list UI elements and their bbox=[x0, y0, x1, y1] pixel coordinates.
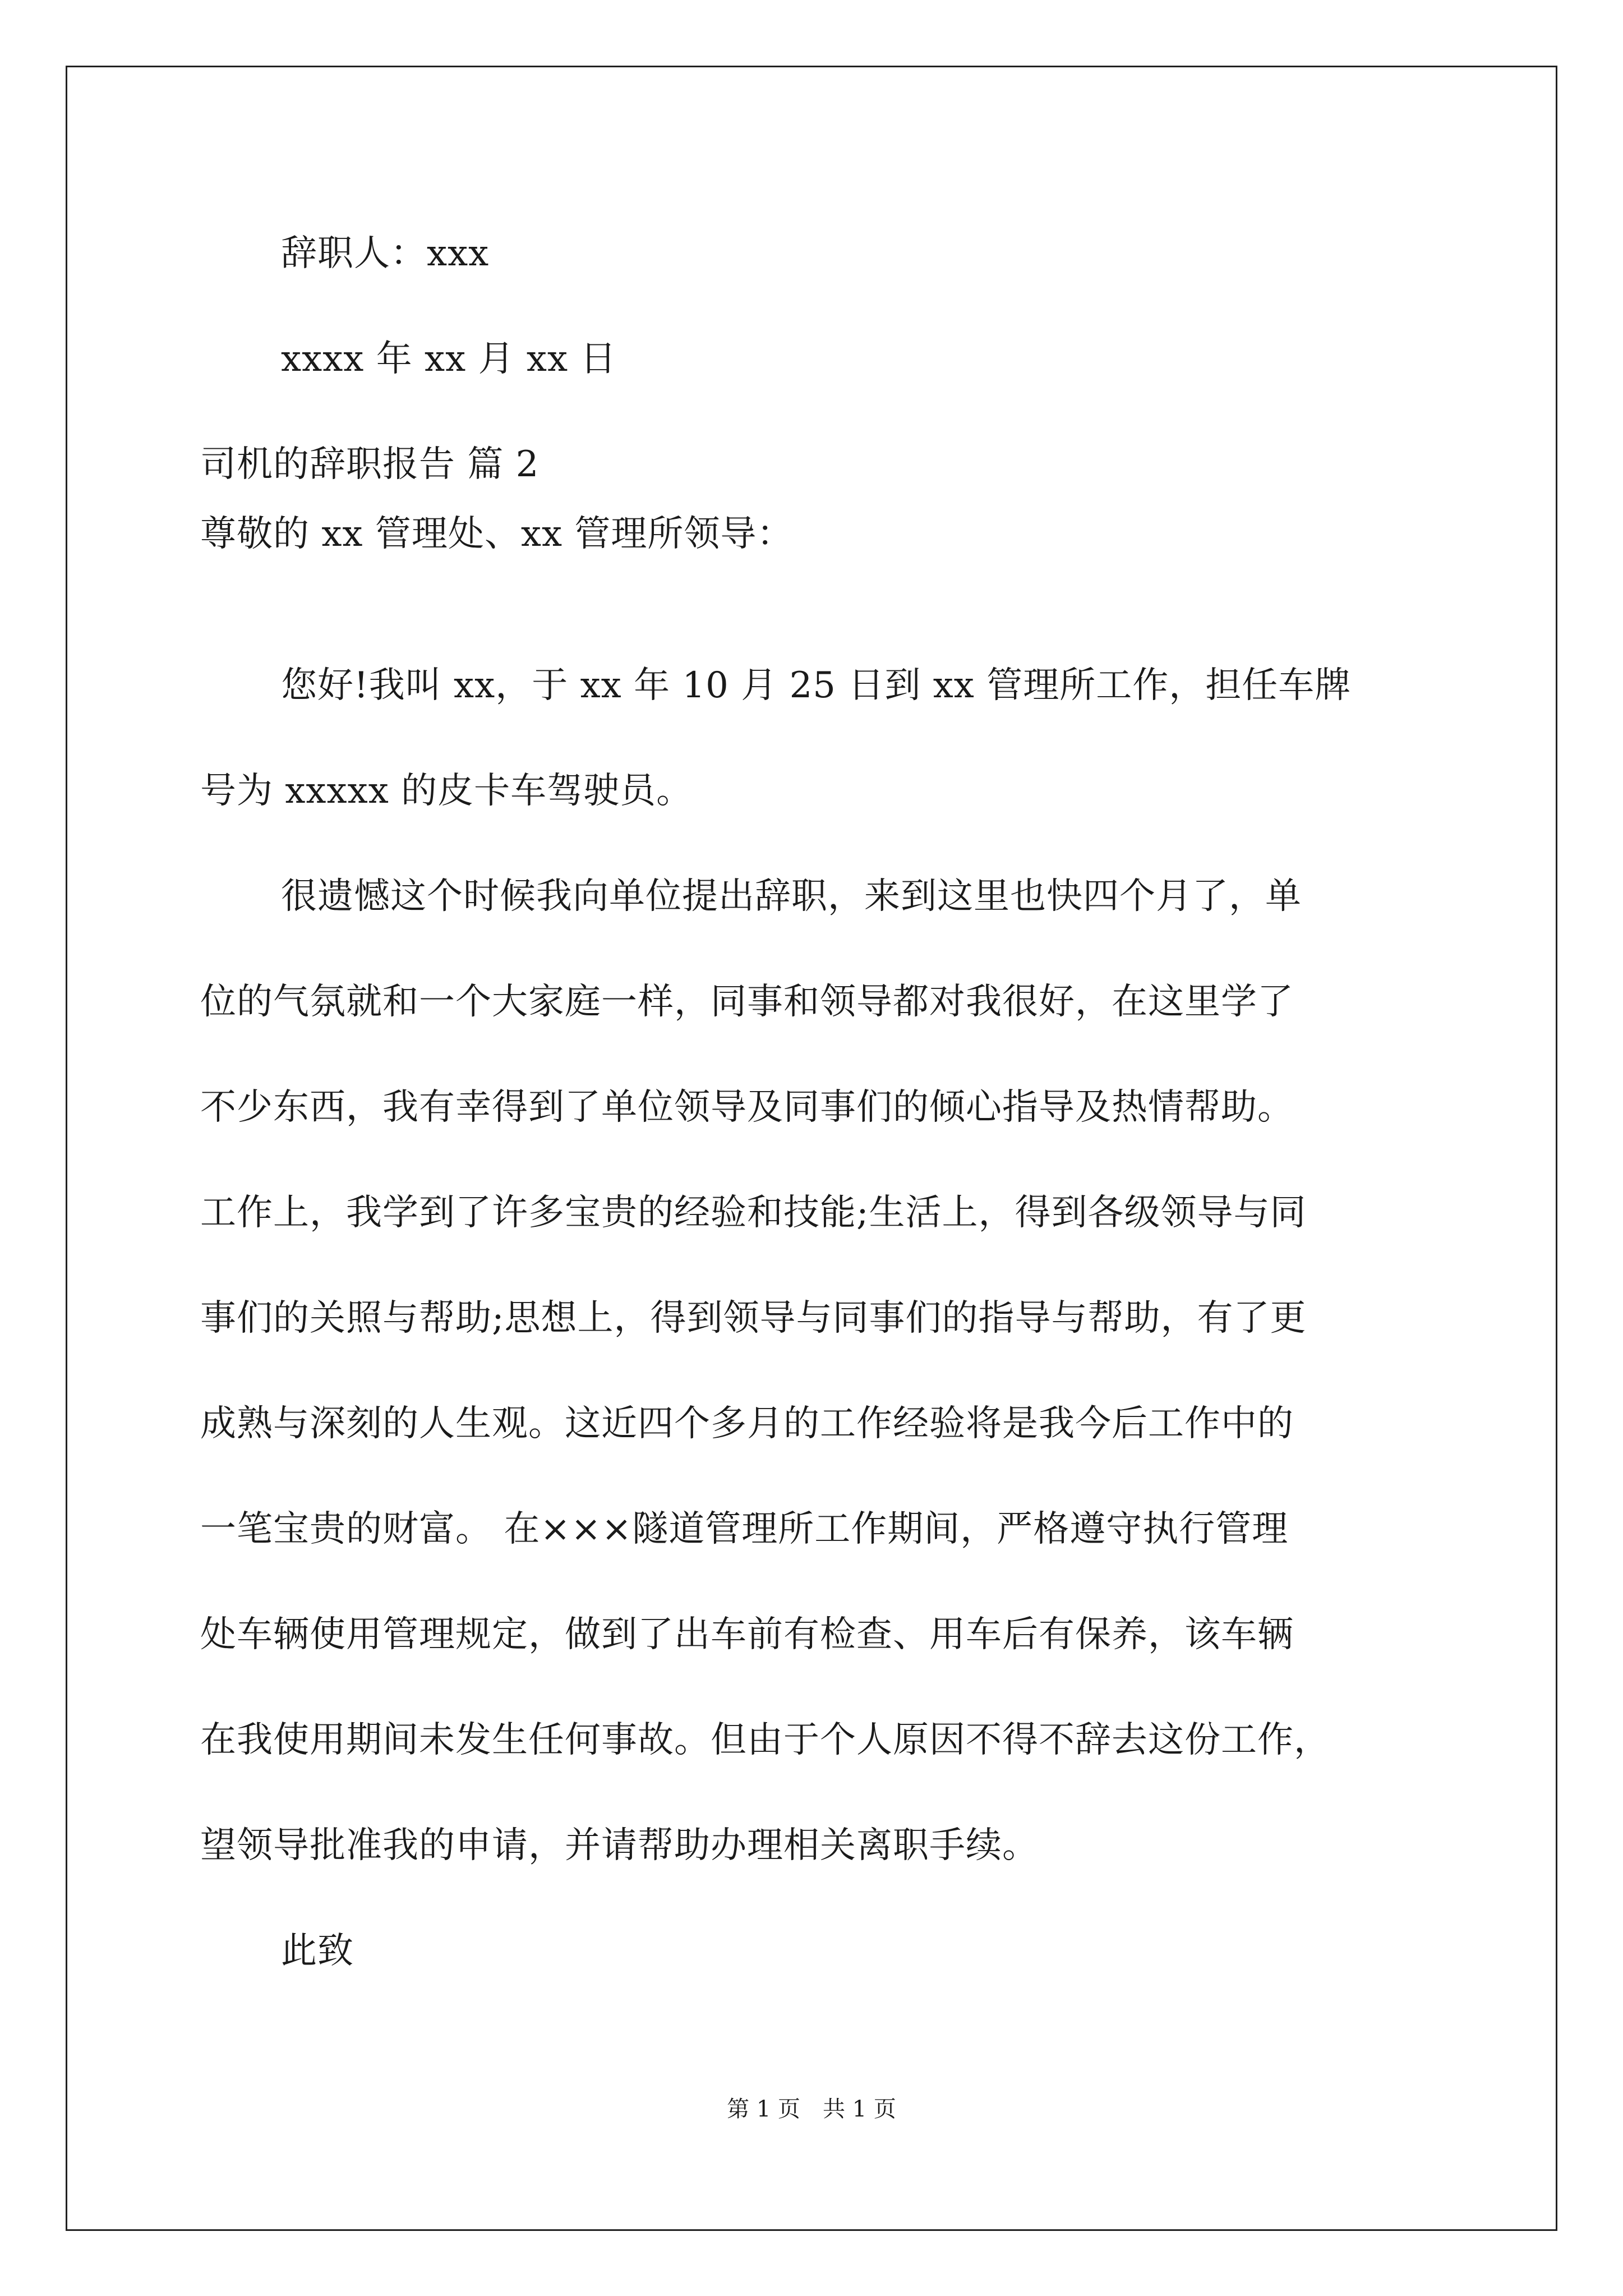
paragraph2-line: 工作上，我学到了许多宝贵的经验和技能;生活上，得到各级领导与同 bbox=[200, 1192, 1307, 1234]
paragraph2-line: 处车辆使用管理规定，做到了出车前有检查、用车后有保养，该车辆 bbox=[200, 1614, 1294, 1655]
salutation: 尊敬的 xx 管理处、xx 管理所领导： bbox=[200, 513, 794, 555]
closing: 此致 bbox=[281, 1930, 354, 1972]
paragraph2-line: 在我使用期间未发生任何事故。但由于个人原因不得不辞去这份工作， bbox=[200, 1719, 1330, 1761]
date-line: xxxx 年 xx 月 xx 日 bbox=[281, 338, 617, 380]
paragraph2-line: 事们的关照与帮助;思想上，得到领导与同事们的指导与帮助，有了更 bbox=[200, 1297, 1307, 1339]
signature-line: 辞职人：xxx bbox=[281, 233, 490, 274]
paragraph2-line: 不少东西，我有幸得到了单位领导及同事们的倾心指导及热情帮助。 bbox=[200, 1087, 1294, 1128]
page-number-total: 共 1 页 bbox=[823, 2096, 896, 2122]
page-footer bbox=[0, 2093, 1623, 2125]
paragraph2-line: 位的气氛就和一个大家庭一样，同事和领导都对我很好，在这里学了 bbox=[200, 981, 1294, 1023]
paragraph2-line: 望领导批准我的申请，并请帮助办理相关离职手续。 bbox=[200, 1825, 1039, 1866]
page-number-current: 第 1 页 bbox=[727, 2096, 800, 2122]
paragraph2-line: 很遗憾这个时候我向单位提出辞职，来到这里也快四个月了，单 bbox=[281, 876, 1302, 917]
paragraph1-line: 您好!我叫 xx，于 xx 年 10 月 25 日到 xx 管理所工作，担任车牌 bbox=[281, 665, 1352, 706]
paragraph1-line: 号为 xxxxx 的皮卡车驾驶员。 bbox=[200, 770, 693, 812]
section-title: 司机的辞职报告 篇 2 bbox=[200, 444, 540, 485]
paragraph2-line: 一笔宝贵的财富。 在×××隧道管理所工作期间，严格遵守执行管理 bbox=[200, 1508, 1289, 1550]
page-frame bbox=[66, 66, 1557, 2231]
paragraph2-line: 成熟与深刻的人生观。这近四个多月的工作经验将是我今后工作中的 bbox=[200, 1403, 1294, 1444]
